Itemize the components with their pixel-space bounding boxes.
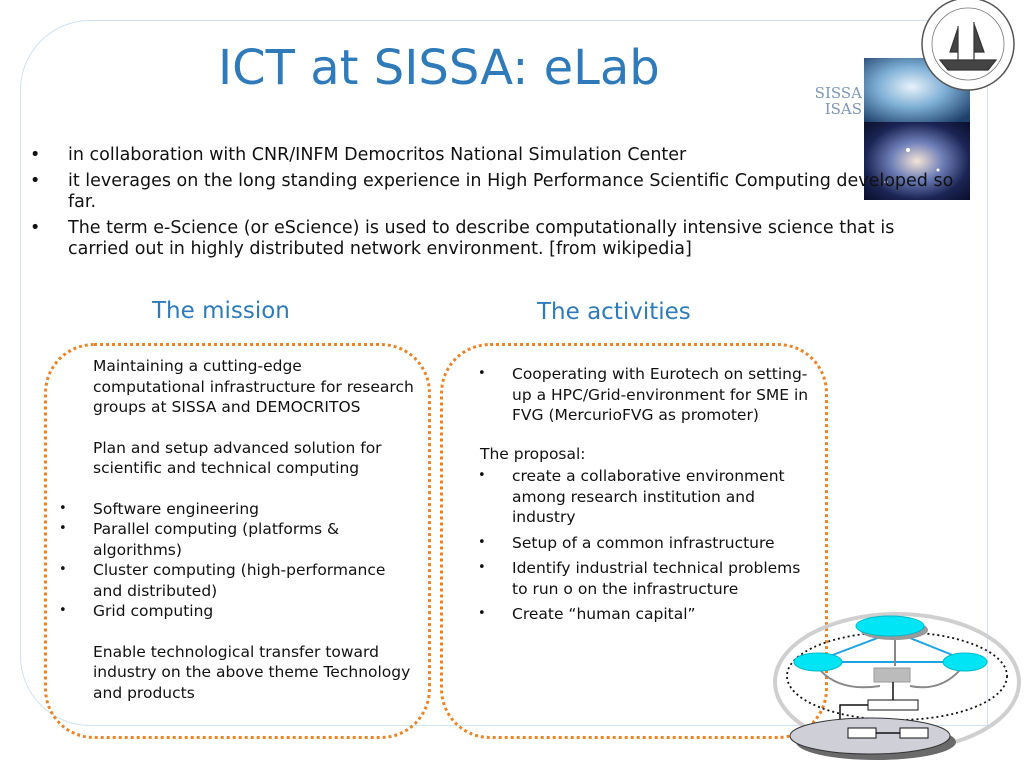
mission-list-item: • Software engineering	[93, 499, 418, 520]
mission-list	[93, 499, 418, 622]
proposal-list-item: • Identify industrial technical problems to run o on the infrastructure	[512, 558, 812, 599]
mission-paragraph: Plan and setup advanced solution for scientific and technical computing	[93, 438, 382, 477]
activities-heading: The activities	[537, 299, 691, 325]
mission-list-item: • Cluster computing (high-performance and distributed)	[93, 560, 418, 601]
proposal-list-item: • Setup of a common infrastructure	[512, 533, 812, 554]
mission-heading: The mission	[152, 298, 290, 324]
cloud-icon	[856, 616, 928, 640]
intro-bullet: • it leverages on the long standing experience in High Performance Scientific Computing developed so far.	[30, 171, 960, 213]
slide-title: ICT at SISSA: eLab	[218, 40, 660, 96]
logo-text-sissa: SISSA	[814, 84, 862, 102]
proposal-list-item: • Create “human capital”	[512, 604, 812, 625]
mission-paragraph: Enable technological transfer toward industry on the above theme Technology and products	[93, 642, 411, 702]
cloud-icon	[790, 718, 956, 760]
activities-list-item: • Cooperating with Eurotech on setting-up a HPC/Grid-environment for SME in FVG (MercurioFVG as promoter)	[512, 364, 812, 426]
mission-list-item: • Grid computing	[93, 601, 418, 622]
logo-text-isas: ISAS	[824, 100, 862, 118]
mission-list-item: • Parallel computing (platforms & algorithms)	[93, 519, 418, 560]
server-box	[900, 728, 928, 738]
activities-list	[512, 364, 812, 426]
intro-bullet: • The term e-Science (or eScience) is used to describe computationally intensive science that is carried out in highly distributed network environment. [from wikipedia]	[30, 218, 960, 260]
intro-bullet-list	[30, 145, 960, 265]
proposal-label: The proposal:	[480, 444, 586, 463]
mission-text	[93, 356, 418, 703]
activities-text	[480, 364, 812, 630]
proposal-list	[512, 466, 812, 625]
server-box	[848, 728, 876, 738]
network-diagram	[770, 612, 1024, 768]
cloud-icon	[943, 653, 987, 671]
cloud-icon	[794, 653, 842, 671]
proposal-list-item: • create a collaborative environment among research institution and industry	[512, 466, 812, 528]
server-box	[874, 668, 910, 682]
mission-paragraph: Maintaining a cutting-edge computational infrastructure for research groups at SISSA and DEMOCRITOS	[93, 357, 414, 416]
server-box	[868, 700, 918, 710]
intro-bullet: • in collaboration with CNR/INFM Democritos National Simulation Center	[30, 145, 960, 166]
logo-seal	[922, 0, 1014, 90]
